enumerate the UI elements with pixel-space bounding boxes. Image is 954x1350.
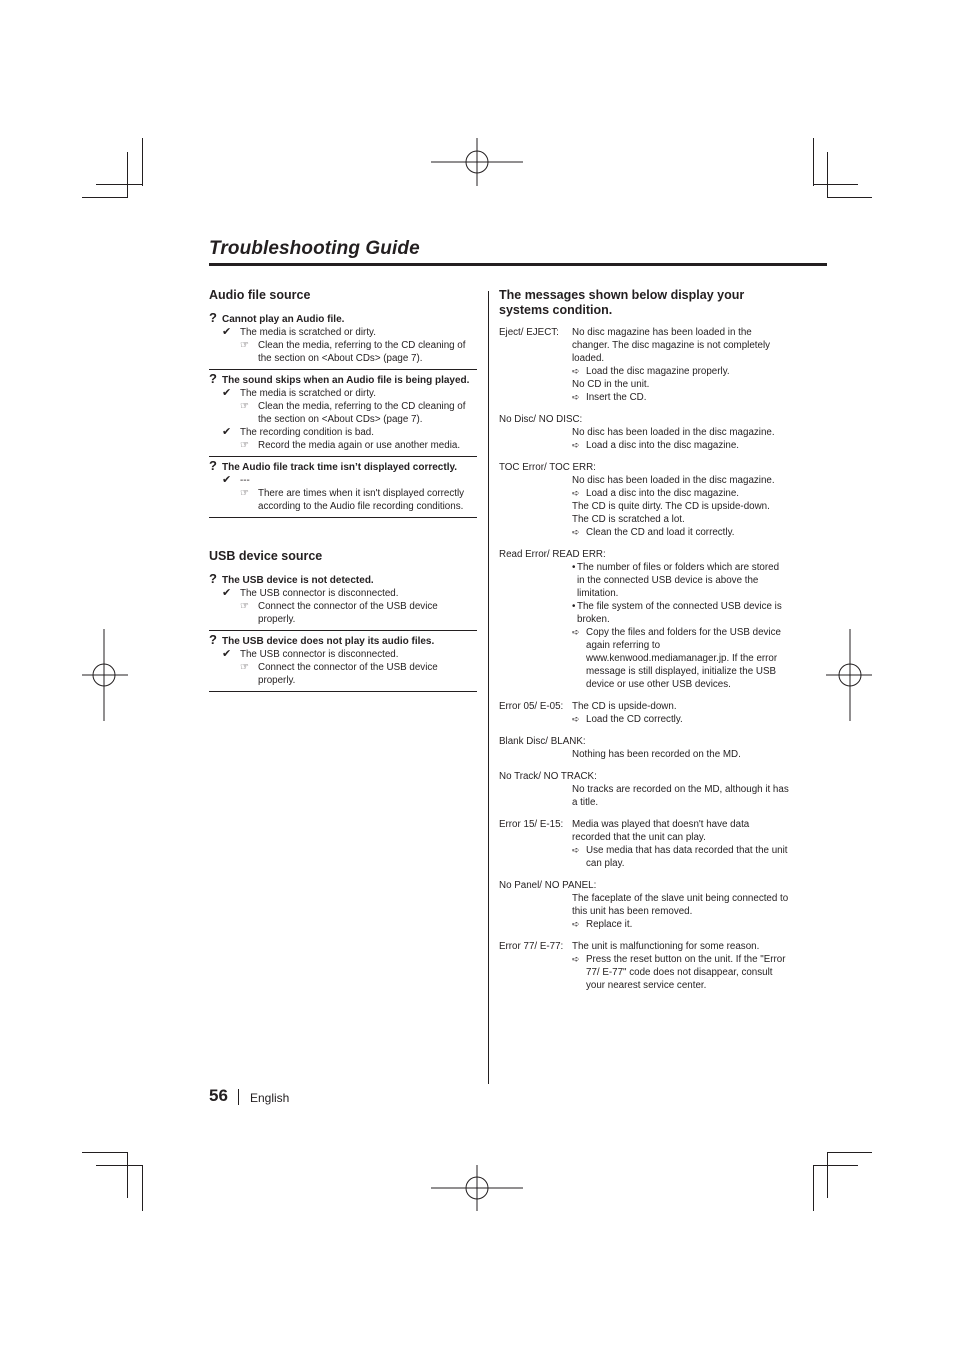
line-text: Replace it. <box>586 919 633 930</box>
message-text: The faceplate of the slave unit being connected to this unit has been removed. <box>572 893 789 917</box>
arrow-icon: ➪ <box>572 527 580 537</box>
line-text: The media is scratched or dirty. <box>240 327 376 338</box>
message-entry <box>499 770 789 809</box>
bullet-icon: • <box>572 601 576 612</box>
message-entry <box>499 326 789 404</box>
pointing-hand-icon: ☞ <box>240 440 249 451</box>
message-entry <box>499 879 789 931</box>
usb-items <box>209 570 477 692</box>
footer-divider <box>238 1089 239 1105</box>
arrow-icon: ➪ <box>572 366 580 376</box>
question <box>209 632 477 648</box>
message-text: No disc has been loaded in the disc magazine. <box>572 475 775 486</box>
line-text: Insert the CD. <box>586 392 647 403</box>
line-text: Press the reset button on the unit. If the "Error 77/ E-77" code does not disappear, consult your nearest service center. <box>586 954 786 991</box>
remedy-line <box>499 526 789 539</box>
cause-line <box>209 587 477 600</box>
message-text: No tracks are recorded on the MD, although it has a title. <box>572 784 789 808</box>
pointing-hand-icon: ☞ <box>240 601 249 612</box>
remedy-line <box>499 365 789 378</box>
remedy-line <box>499 439 789 452</box>
remedy-line <box>499 391 789 404</box>
question-mark-icon: ? <box>209 571 217 586</box>
question <box>209 571 477 587</box>
item-separator <box>209 456 477 457</box>
question-mark-icon: ? <box>209 458 217 473</box>
cause-line <box>209 648 477 661</box>
remedy-line <box>209 439 477 452</box>
checkmark-icon: ✔ <box>222 326 232 338</box>
message-label: No Disc/ NO DISC: <box>499 414 583 425</box>
message-text: The unit is malfunctioning for some reason. <box>572 941 760 952</box>
message-label: No Panel/ NO PANEL: <box>499 880 597 891</box>
bullet-line <box>499 561 789 600</box>
arrow-icon: ➪ <box>572 919 580 929</box>
item-separator <box>209 630 477 631</box>
remedy-line <box>209 661 477 687</box>
remedy-line <box>209 487 477 513</box>
registration-mark-bottom <box>431 1165 523 1211</box>
line-text: Connect the connector of the USB device properly. <box>258 662 438 686</box>
message-text: Nothing has been recorded on the MD. <box>572 749 741 760</box>
checkmark-icon: ✔ <box>222 587 232 599</box>
message-entry <box>499 461 789 539</box>
checkmark-icon: ✔ <box>222 474 232 486</box>
arrow-icon: ➪ <box>572 440 580 450</box>
remedy-line <box>209 400 477 426</box>
arrow-icon: ➪ <box>572 627 580 637</box>
question-mark-icon: ? <box>209 310 217 325</box>
message-text: No disc magazine has been loaded in the changer. The disc magazine is not completely loaded. <box>572 327 771 364</box>
message-label: Blank Disc/ BLANK: <box>499 736 586 747</box>
arrow-icon: ➪ <box>572 714 580 724</box>
remedy-line <box>499 953 789 992</box>
registration-mark-left <box>82 629 128 721</box>
line-text: Copy the files and folders for the USB device again referring to www.kenwood.mediamanager.jp. If the error message is still displayed, initialize the USB device or use other USB devices. <box>586 627 781 690</box>
message-entry <box>499 548 789 691</box>
question-text: Cannot play an Audio file. <box>222 314 345 325</box>
line-text: Use media that has data recorded that the unit can play. <box>586 845 788 869</box>
checkmark-icon: ✔ <box>222 648 232 660</box>
message-text: The CD is upside-down. <box>572 701 677 712</box>
registration-mark-right <box>826 629 872 721</box>
remedy-line <box>499 626 789 691</box>
message-entry <box>499 818 789 870</box>
line-text: There are times when it isn't displayed correctly according to the Audio file recording conditions. <box>258 488 465 512</box>
checkmark-icon: ✔ <box>222 387 232 399</box>
checkmark-icon: ✔ <box>222 426 232 438</box>
item-separator <box>209 369 477 370</box>
line-text: The media is scratched or dirty. <box>240 388 376 399</box>
line-text: Record the media again or use another media. <box>258 440 461 451</box>
arrow-icon: ➪ <box>572 392 580 402</box>
question <box>209 310 477 326</box>
arrow-icon: ➪ <box>572 954 580 964</box>
question-text: The USB device is not detected. <box>222 575 374 586</box>
remedy-line <box>499 918 789 931</box>
page-language: English <box>250 1091 290 1105</box>
bullet-line <box>499 600 789 626</box>
registration-mark-top <box>431 138 523 186</box>
message-list <box>499 326 789 1001</box>
usb-section-heading: USB device source <box>209 549 323 563</box>
line-text: The recording condition is bad. <box>240 427 374 438</box>
column-divider <box>488 291 489 1084</box>
arrow-icon: ➪ <box>572 488 580 498</box>
line-text: Clean the CD and load it correctly. <box>586 527 735 538</box>
question-text: The Audio file track time isn’t displayed correctly. <box>222 462 458 473</box>
message-label: Error 77/ E-77: <box>499 941 564 952</box>
message-label: Read Error/ READ ERR: <box>499 549 606 560</box>
remedy-line <box>209 339 477 365</box>
pointing-hand-icon: ☞ <box>240 401 249 412</box>
cause-line <box>209 387 477 400</box>
message-label: Eject/ EJECT: <box>499 327 559 338</box>
bullet-icon: • <box>572 562 576 573</box>
line-text: --- <box>240 475 250 486</box>
line-text: Clean the media, referring to the CD cleaning of the section on <About CDs> (page 7). <box>258 340 466 364</box>
cause-line <box>209 326 477 339</box>
title-rule <box>209 263 827 266</box>
page-title: Troubleshooting Guide <box>209 238 420 259</box>
line-text: Clean the media, referring to the CD cleaning of the section on <About CDs> (page 7). <box>258 401 466 425</box>
message-text: The CD is quite dirty. The CD is upside-down. The CD is scratched a lot. <box>572 501 770 525</box>
remedy-line <box>499 487 789 500</box>
message-label: No Track/ NO TRACK: <box>499 771 597 782</box>
message-label: Error 15/ E-15: <box>499 819 564 830</box>
line-text: Load the CD correctly. <box>586 714 683 725</box>
question <box>209 371 477 387</box>
messages-heading: The messages shown below display your systems condition. <box>499 288 745 317</box>
question-mark-icon: ? <box>209 371 217 386</box>
line-text: Load a disc into the disc magazine. <box>586 488 740 499</box>
line-text: The file system of the connected USB device is broken. <box>577 601 782 625</box>
message-entry <box>499 413 789 452</box>
pointing-hand-icon: ☞ <box>240 662 249 673</box>
pointing-hand-icon: ☞ <box>240 488 249 499</box>
message-text: No disc has been loaded in the disc magazine. <box>572 427 775 438</box>
question-mark-icon: ? <box>209 632 217 647</box>
question-text: The sound skips when an Audio file is being played. <box>222 375 470 386</box>
question-text: The USB device does not play its audio files. <box>222 636 435 647</box>
audio-items <box>209 309 477 518</box>
message-label: Error 05/ E-05: <box>499 701 564 712</box>
message-text: Media was played that doesn't have data recorded that the unit can play. <box>572 819 750 843</box>
remedy-line <box>499 844 789 870</box>
line-text: Load the disc magazine properly. <box>586 366 730 377</box>
line-text: Connect the connector of the USB device properly. <box>258 601 438 625</box>
message-label: TOC Error/ TOC ERR: <box>499 462 596 473</box>
line-text: Load a disc into the disc magazine. <box>586 440 740 451</box>
line-text: The number of files or folders which are stored in the connected USB device is above the limitation. <box>577 562 780 599</box>
message-entry <box>499 700 789 726</box>
cause-line <box>209 426 477 439</box>
pointing-hand-icon: ☞ <box>240 340 249 351</box>
page-number: 56 <box>209 1086 228 1105</box>
line-text: The USB connector is disconnected. <box>240 588 399 599</box>
question <box>209 458 477 474</box>
item-separator <box>209 517 477 518</box>
audio-section-heading: Audio file source <box>209 288 311 302</box>
remedy-line <box>499 713 789 726</box>
message-text: No CD in the unit. <box>572 379 650 390</box>
message-entry <box>499 940 789 992</box>
remedy-line <box>209 600 477 626</box>
arrow-icon: ➪ <box>572 845 580 855</box>
item-separator <box>209 691 477 692</box>
line-text: The USB connector is disconnected. <box>240 649 399 660</box>
message-entry <box>499 735 789 761</box>
cause-line <box>209 474 477 487</box>
